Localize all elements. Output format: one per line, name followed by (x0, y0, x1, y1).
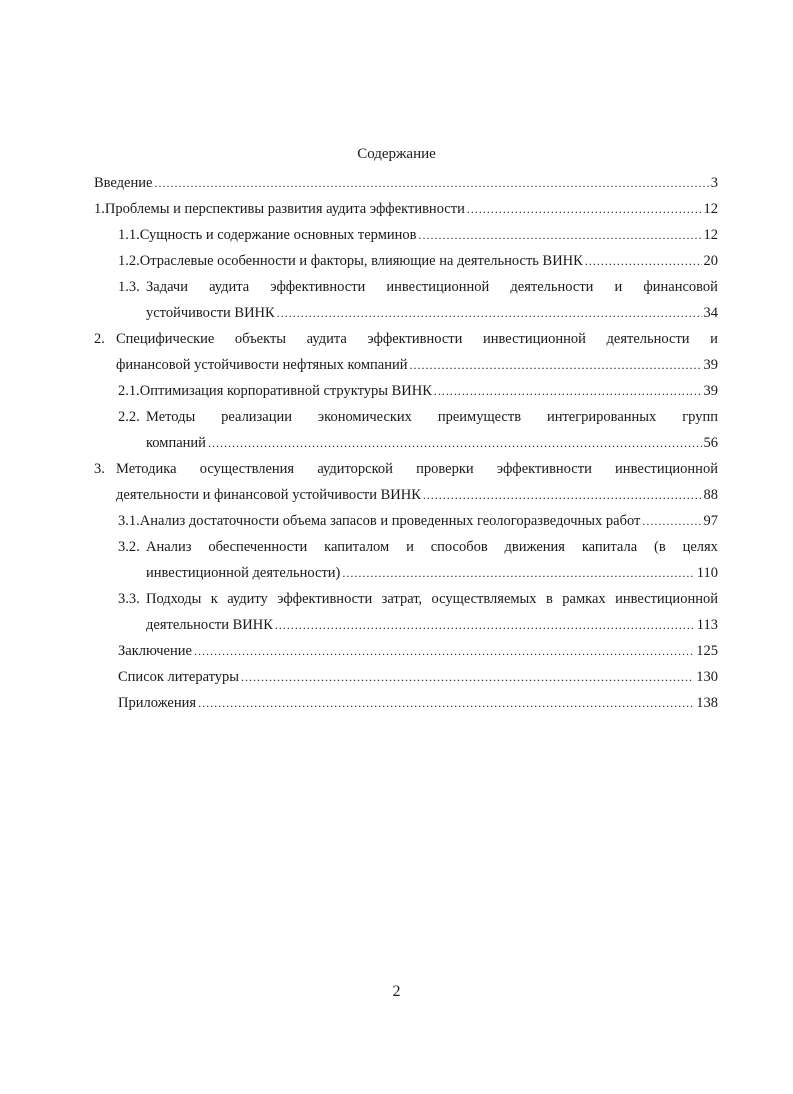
toc-leader-dots (467, 200, 702, 218)
toc-entry-label-line1: Методы реализации экономических преимуществ интегрированных групп (146, 409, 718, 425)
toc-entry-page: 97 (703, 513, 718, 529)
toc-entry-page: 125 (696, 643, 718, 659)
toc-entry-label-line2: деятельности и финансовой устойчивости ВИНК ..... 88 (116, 486, 718, 504)
toc-entry-number: 1.2. (118, 253, 140, 269)
toc-entry-label: Список литературы (118, 669, 240, 685)
toc-entry-page: 88 (703, 487, 718, 503)
toc-entry-label-line1: Методика осуществления аудиторской проверки эффективности инвестиционной (116, 461, 718, 477)
toc-entry-page: 113 (696, 617, 718, 633)
toc-leader-dots (409, 356, 701, 374)
toc-entry-number: 1. (94, 201, 105, 217)
toc-leader-dots (418, 226, 701, 244)
toc-entry-label: Заключение (118, 643, 192, 659)
toc-entry-section-2-1[interactable] (118, 382, 718, 400)
toc-entry-page: 138 (696, 695, 718, 711)
toc-entry-number: 1.3. (118, 279, 140, 295)
toc-leader-dots (434, 382, 702, 400)
toc-entry-references[interactable] (118, 668, 718, 686)
toc-entry-label-line2: финансовой устойчивости нефтяных компаний ..... 39 (116, 356, 718, 374)
toc-entry-label-line2: устойчивости ВИНК ..... 34 (146, 304, 718, 322)
toc-entry-number: 3.2. (118, 539, 140, 555)
toc-entry-conclusion[interactable] (118, 642, 718, 660)
toc-entry-label-line1: Анализ обеспеченности капиталом и способов движения капитала (в целях (146, 539, 718, 555)
toc-entry-section-1-1[interactable] (118, 226, 718, 244)
page-number: 2 (392, 983, 401, 1000)
toc-leader-dots (342, 564, 694, 582)
toc-entry-label: Приложения (118, 695, 197, 711)
toc-entry-page: 130 (696, 669, 718, 685)
toc-leader-dots (154, 174, 708, 192)
toc-entry-page: 56 (703, 435, 718, 451)
toc-entry-label: Сущность и содержание основных терминов (139, 227, 417, 243)
toc-entry-label: Введение (94, 175, 153, 191)
toc-entry-introduction[interactable] (94, 174, 718, 192)
toc-entry-label-line1: Подходы к аудиту эффективности затрат, осуществляемых в рамках инвестиционной (146, 591, 718, 607)
toc-entry-page: 110 (696, 565, 718, 581)
toc-leader-dots (194, 642, 694, 660)
toc-entry-page: 39 (703, 357, 718, 373)
toc-entry-number: 3.3. (118, 591, 140, 607)
toc-entry-number: 3. (94, 461, 105, 477)
toc-entry-page: 12 (703, 227, 718, 243)
toc-entry-number: 2. (94, 331, 105, 347)
toc-leader-dots (241, 668, 694, 686)
toc-leader-dots (275, 616, 695, 634)
toc-entry-section-1-2[interactable] (118, 252, 718, 270)
toc-entry-label-line2: компаний ..... 56 (146, 434, 718, 452)
toc-leader-dots (585, 252, 702, 270)
toc-entry-page: 39 (703, 383, 718, 399)
toc-entry-label-line1: Специфические объекты аудита эффективности инвестиционной деятельности и (116, 331, 718, 347)
toc-entry-label-line2: инвестиционной деятельности) ..... 110 (146, 564, 718, 582)
toc-entry-page: 3 (710, 175, 718, 191)
toc-entry-number: 1.1. (118, 227, 140, 243)
toc-leader-dots (198, 694, 694, 712)
toc-entry-page: 20 (703, 253, 718, 269)
toc-entry-label-line1: Задачи аудита эффективности инвестиционной деятельности и финансовой (146, 279, 718, 295)
toc-entry-number: 3.1. (118, 513, 140, 529)
toc-entry-label: Проблемы и перспективы развития аудита эффективности (104, 201, 465, 217)
toc-entry-number: 2.1. (118, 383, 140, 399)
toc-entry-number: 2.2. (118, 409, 140, 425)
toc-entry-label: Оптимизация корпоративной структуры ВИНК (139, 383, 432, 399)
toc-leader-dots (423, 486, 702, 504)
toc-entry-page: 12 (703, 201, 718, 217)
toc-entry-label: Анализ достаточности объема запасов и проведенных геологоразведочных работ (139, 513, 641, 529)
toc-entry-section-1[interactable] (94, 200, 718, 218)
toc-entry-page: 34 (703, 305, 718, 321)
toc-leader-dots (208, 434, 702, 452)
toc-entry-label-line2: деятельности ВИНК ..... 113 (146, 616, 718, 634)
toc-entry-appendices[interactable] (118, 694, 718, 712)
toc-entry-label: Отраслевые особенности и факторы, влияющие на деятельность ВИНК (139, 253, 583, 269)
toc-leader-dots (642, 512, 701, 530)
toc-title: Содержание (357, 146, 436, 162)
toc-leader-dots (277, 304, 702, 322)
toc-entry-section-3-1[interactable] (118, 512, 718, 530)
